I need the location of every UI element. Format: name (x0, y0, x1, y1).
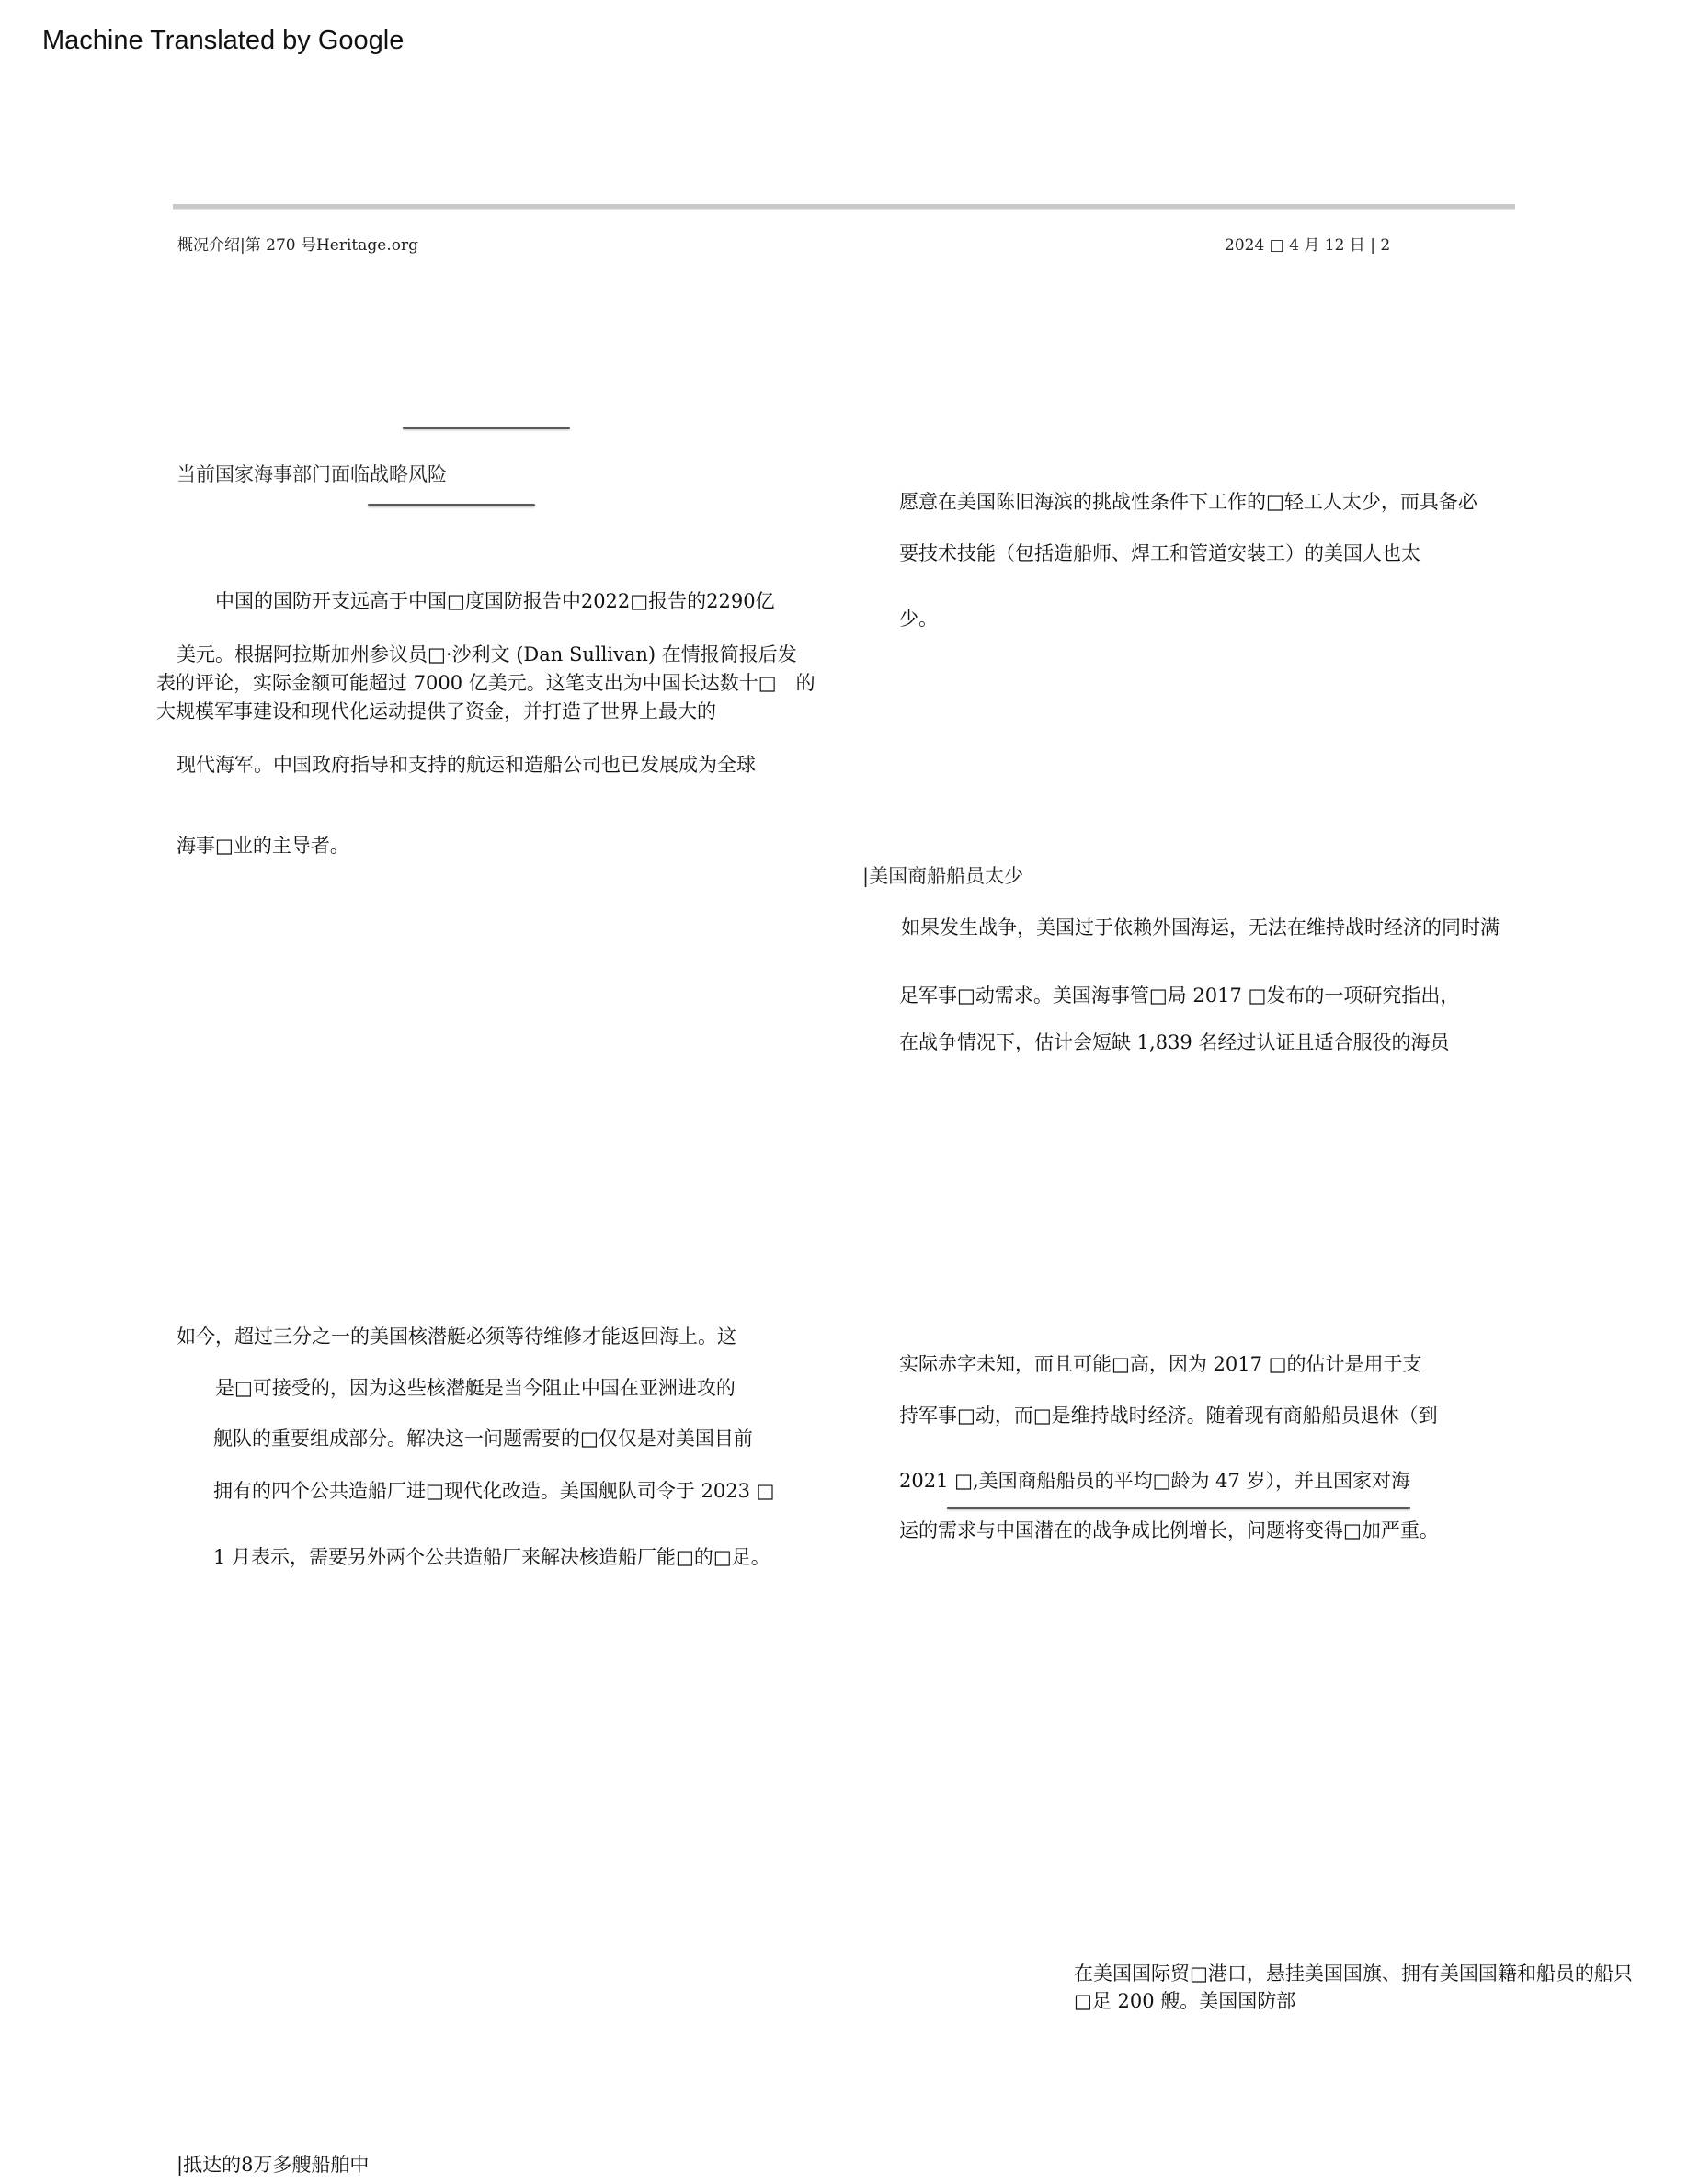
right-para1-line1: 愿意在美国陈旧海滨的挑战性条件下工作的□轻工人太少，而具备必 (899, 491, 1477, 513)
left-footer-fragment: |抵达的8万多艘船舶中 (177, 2154, 370, 2176)
section-heading-underline (368, 504, 535, 506)
right-para2-line1: 如果发生战争，美国过于依赖外国海运，无法在维持战时经济的同时满 (901, 916, 1500, 938)
left-para1-line2: 美元。根据阿拉斯加州参议员□·沙利文 (Dan Sullivan) 在情报简报后发 (177, 643, 797, 665)
left-para2-line5: 1 月表示，需要另外两个公共造船厂来解决核造船厂能□的□足。 (213, 1546, 770, 1568)
right-para3-line4: 运的需求与中国潜在的战争成比例增长，问题将变得□加严重。 (899, 1519, 1439, 1541)
left-para1-line6: 海事□业的主导者。 (177, 835, 349, 857)
right-sidebar-line1: 在美国国际贸□港口，悬挂美国国旗、拥有美国国籍和船员的船只 (1074, 1962, 1633, 1985)
left-para2-line1: 如今，超过三分之一的美国核潜艇必须等待维修才能返回海上。这 (177, 1325, 736, 1348)
right-para1-line3: 少。 (899, 608, 938, 630)
right-para3-line1: 实际赤字未知，而且可能□高，因为 2017 □的估计是用于支 (899, 1353, 1422, 1375)
header-left-label: 概况介绍|第 270 号Heritage.org (177, 236, 418, 255)
right-subheading: |美国商船船员太少 (862, 865, 1024, 887)
section-heading: 当前国家海事部门面临战略风险 (177, 463, 447, 485)
header-date-page: 2024 □ 4 月 12 日 | 2 (1225, 236, 1391, 255)
left-para2-line2: 是□可接受的，因为这些核潜艇是当今阻止中国在亚洲进攻的 (215, 1377, 736, 1399)
left-para2-line4: 拥有的四个公共造船厂进□现代化改造。美国舰队司令于 2023 □ (213, 1480, 775, 1502)
header-rule (173, 204, 1515, 210)
right-para2-line3: 在战争情况下，估计会短缺 1,839 名经过认证且适合服役的海员 (899, 1031, 1450, 1053)
right-para1-line2: 要技术技能（包括造船师、焊工和管道安装工）的美国人也太 (899, 542, 1420, 564)
right-para3-rule (947, 1507, 1410, 1509)
right-para3-line3: 2021 □,美国商船船员的平均□龄为 47 岁），并且国家对海 (899, 1470, 1411, 1492)
left-para1-line4: 大规模军事建设和现代化运动提供了资金，并打造了世界上最大的 (156, 700, 716, 722)
section-heading-overline (403, 427, 570, 429)
left-para1-line1: 中国的国防开支远高于中国□度国防报告中2022□报告的2290亿 (215, 590, 775, 612)
left-para1-line5: 现代海军。中国政府指导和支持的航运和造船公司也已发展成为全球 (177, 754, 756, 776)
right-para3-line2: 持军事□动，而□是维持战时经济。随着现有商船船员退休（到 (899, 1405, 1438, 1427)
left-para2-line3: 舰队的重要组成部分。解决这一问题需要的□仅仅是对美国目前 (213, 1428, 753, 1450)
right-para2-line2: 足军事□动需求。美国海事管□局 2017 □发布的一项研究指出， (899, 984, 1460, 1007)
right-sidebar-line2: □足 200 艘。美国国防部 (1074, 1990, 1296, 2012)
left-para1-line3: 表的评论，实际金额可能超过 7000 亿美元。这笔支出为中国长达数十□ 的 (156, 672, 815, 694)
machine-translation-banner: Machine Translated by Google (42, 26, 405, 55)
